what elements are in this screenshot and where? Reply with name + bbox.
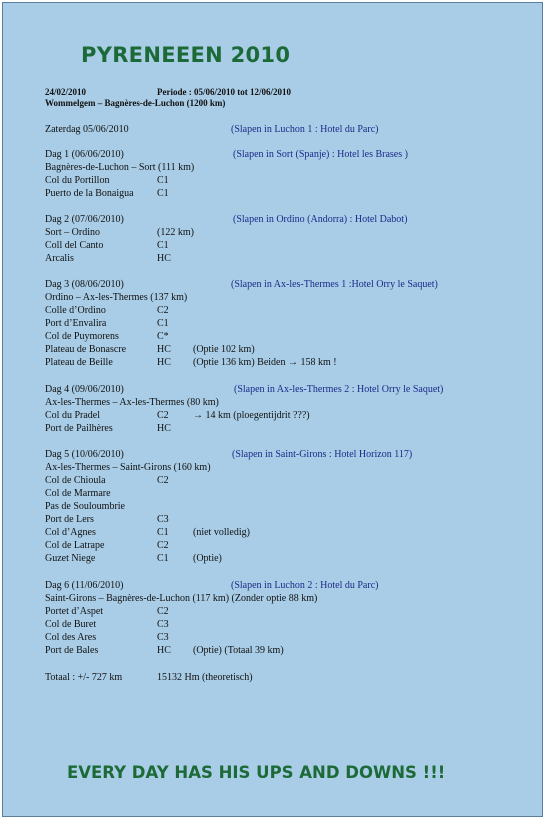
day-stay: (Slapen in Sort (Spanje) : Hotel les Brases ) (233, 149, 408, 160)
climb-name: Col de Marmare (45, 488, 111, 499)
climb-row (45, 422, 171, 435)
climb-category: C2 (157, 606, 169, 617)
climb-row (45, 317, 169, 330)
climb-note: → 14 km (ploegentijdrit ???) (193, 410, 310, 421)
climb-name: Col de Puymorens (45, 331, 119, 342)
day-label: Dag 4 (09/06/2010) (45, 384, 124, 395)
climb-category: HC (157, 423, 171, 434)
saturday-label: Zaterdag 05/06/2010 (45, 124, 129, 135)
day-route-text: Ax-les-Thermes – Ax-les-Thermes (80 km) (45, 397, 219, 408)
climb-category: C1 (157, 318, 169, 329)
climb-row (45, 343, 255, 356)
day-label: Dag 2 (07/06/2010) (45, 214, 124, 225)
climb-note: (Optie) (193, 553, 222, 564)
climb-row (45, 631, 169, 644)
climb-category: C1 (157, 240, 169, 251)
climb-row (45, 526, 250, 539)
footer-slogan: EVERY DAY HAS HIS UPS AND DOWNS !!! (67, 763, 446, 782)
document-page (2, 2, 543, 817)
climb-row (45, 644, 284, 657)
climb-name: Col du Pradel (45, 410, 100, 421)
day-route (45, 461, 211, 474)
day-route-text: Bagnères-de-Luchon – Sort (111 km) (45, 162, 195, 173)
climb-row (45, 409, 310, 422)
day-stay: (Slapen in Luchon 2 : Hotel du Parc) (231, 580, 379, 591)
climb-row (45, 252, 171, 265)
climb-category: C1 (157, 553, 169, 564)
page-title: PYRENEEEN 2010 (81, 43, 291, 67)
climb-row (45, 513, 169, 526)
day-route (45, 291, 187, 304)
day-route-text: Ordino – Ax-les-Thermes (137 km) (45, 292, 188, 303)
climb-category: HC (157, 344, 171, 355)
climb-name: Col du Portillon (45, 175, 110, 186)
day-label: Dag 3 (08/06/2010) (45, 279, 124, 290)
total-climb: 15132 Hm (theoretisch) (157, 672, 253, 683)
climb-category: C3 (157, 619, 169, 630)
climb-note: (Optie) (Totaal 39 km) (193, 645, 284, 656)
climb-note: (Optie 136 km) Beiden → 158 km ! (193, 357, 337, 368)
climb-name: Col d’Agnes (45, 527, 96, 538)
climb-row (45, 487, 111, 500)
climb-name: Col de Buret (45, 619, 97, 630)
header-date: 24/02/2010 (45, 87, 87, 97)
day-label: Dag 1 (06/06/2010) (45, 149, 124, 160)
climb-name: Puerto de la Bonaigua (45, 188, 134, 199)
climb-name: Plateau de Beille (45, 357, 113, 368)
climb-row (45, 174, 169, 187)
climb-category: HC (157, 253, 171, 264)
saturday-stay: (Slapen in Luchon 1 : Hotel du Parc) (231, 124, 379, 135)
climb-name: Colle d’Ordino (45, 305, 106, 316)
day-route-text: Ax-les-Thermes – Saint-Girons (160 km) (45, 462, 211, 473)
climb-category: C* (157, 331, 169, 342)
day-stay: (Slapen in Ordino (Andorra) : Hotel Dabot) (233, 214, 408, 225)
header-date-line (45, 87, 291, 97)
climb-name: Port d’Envalira (45, 318, 107, 329)
climb-category: C1 (157, 175, 169, 186)
climb-name: Portet d’Aspet (45, 606, 104, 617)
day-route-distance: (122 km) (157, 227, 194, 238)
day-route (45, 161, 194, 174)
climb-name: Arcalis (45, 253, 74, 264)
day-label: Dag 5 (10/06/2010) (45, 449, 124, 460)
climb-note: (niet volledig) (193, 527, 250, 538)
climb-name: Guzet Niege (45, 553, 96, 564)
climb-row (45, 304, 169, 317)
climb-name: Port de Lers (45, 514, 94, 525)
climb-category: C2 (157, 475, 169, 486)
climb-row (45, 618, 169, 631)
day-route (45, 226, 194, 239)
day-route (45, 396, 219, 409)
day-route-text: Saint-Girons – Bagnères-de-Luchon (117 km) (Zonder optie 88 km) (45, 593, 318, 604)
climb-row (45, 474, 169, 487)
climb-name: Coll del Canto (45, 240, 104, 251)
climb-row (45, 356, 337, 369)
day-stay: (Slapen in Ax-les-Thermes 1 :Hotel Orry le Saquet) (231, 279, 438, 290)
climb-row (45, 500, 125, 513)
climb-category: C2 (157, 305, 169, 316)
climb-row (45, 330, 169, 343)
climb-note: (Optie 102 km) (193, 344, 255, 355)
climb-category: HC (157, 357, 171, 368)
day-stay: (Slapen in Saint-Girons : Hotel Horizon 117) (232, 449, 413, 460)
day-route-text: Sort – Ordino (45, 227, 100, 238)
total-line (45, 671, 253, 684)
climb-category: C2 (157, 540, 169, 551)
day-stay: (Slapen in Ax-les-Thermes 2 : Hotel Orry le Saquet) (234, 384, 444, 395)
day-label: Dag 6 (11/06/2010) (45, 580, 124, 591)
climb-name: Plateau de Bonascre (45, 344, 127, 355)
climb-category: C2 (157, 410, 169, 421)
climb-name: Pas de Souloumbrie (45, 501, 125, 512)
climb-row (45, 539, 169, 552)
climb-category: C3 (157, 632, 169, 643)
total-distance: Totaal : +/- 727 km (45, 672, 123, 683)
climb-name: Port de Bales (45, 645, 99, 656)
climb-name: Col des Ares (45, 632, 97, 643)
climb-name: Col de Chioula (45, 475, 106, 486)
climb-row (45, 605, 169, 618)
climb-name: Col de Latrape (45, 540, 105, 551)
climb-category: C3 (157, 514, 169, 525)
climb-category: HC (157, 645, 171, 656)
climb-row (45, 552, 222, 565)
climb-category: C1 (157, 188, 169, 199)
day-route (45, 592, 317, 605)
climb-name: Port de Pailhères (45, 423, 113, 434)
header-route: Wommelgem – Bagnères-de-Luchon (1200 km) (45, 98, 226, 108)
climb-category: C1 (157, 527, 169, 538)
climb-row (45, 239, 169, 252)
climb-row (45, 187, 169, 200)
header-period: Periode : 05/06/2010 tot 12/06/2010 (157, 87, 291, 97)
